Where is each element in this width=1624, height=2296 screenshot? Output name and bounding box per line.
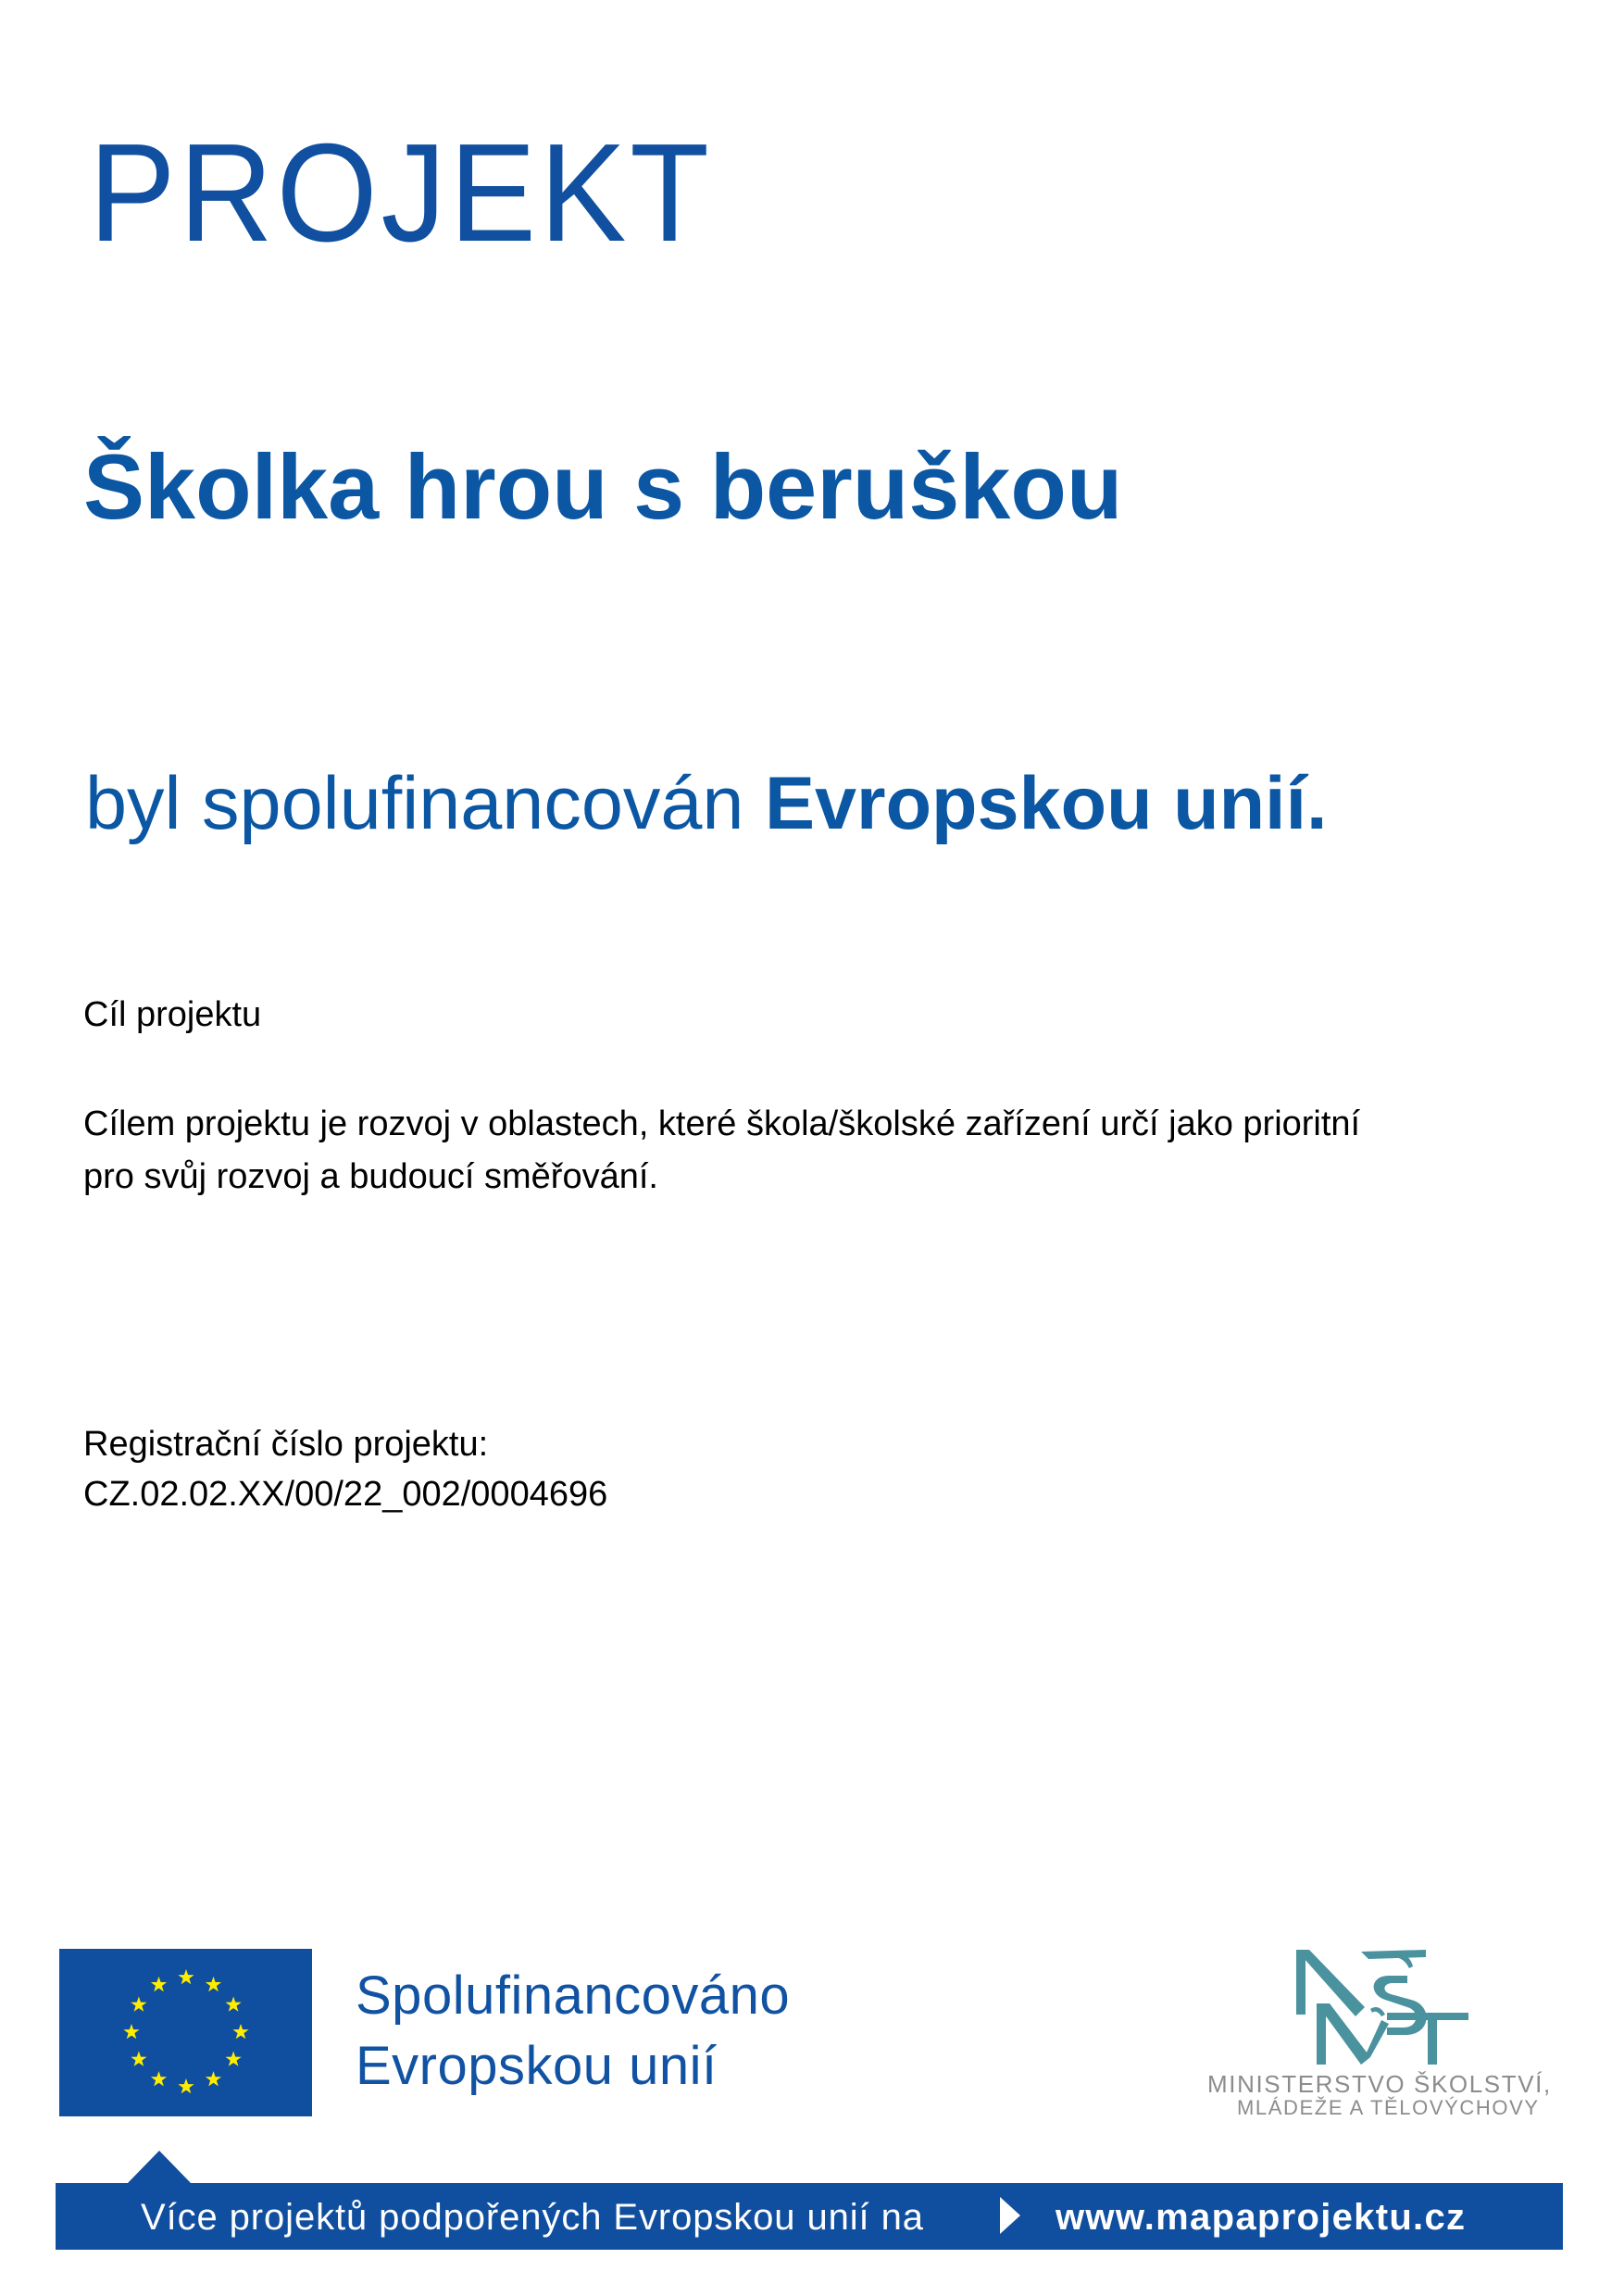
projekt-heading: PROJEKT (89, 114, 713, 270)
triangle-right-icon (1000, 2197, 1020, 2234)
eu-flag-icon (59, 1949, 312, 2116)
registration-label: Registrační číslo projektu: (83, 1425, 489, 1464)
banner-text: Více projektů podpořených Evropskou unií na (141, 2197, 924, 2238)
cofinanced-statement (85, 757, 1328, 850)
eu-cofinanced-logo-text (356, 1961, 790, 2102)
msmt-name-line-2: MLÁDEŽE A TĚLOVÝCHOVY (1237, 2096, 1540, 2119)
banner-pointer-icon (127, 2151, 192, 2184)
eu-logo-line-1: Spolufinancováno (356, 1965, 791, 2026)
mapaprojektu-banner[interactable] (56, 2183, 1563, 2250)
eu-logo-line-2: Evropskou unií (356, 2036, 718, 2096)
goal-text-line-2: pro svůj rozvoj a budoucí směřování. (83, 1157, 658, 1196)
msmt-monogram-icon (1296, 1948, 1472, 2065)
project-title: Školka hrou s beruškou (83, 435, 1123, 538)
goal-text-line-1: Cílem projektu je rozvoj v oblastech, které škola/školské zařízení určí jako prioritní (83, 1104, 1361, 1143)
registration-number: CZ.02.02.XX/00/22_002/0004696 (83, 1475, 608, 1514)
msmt-logo (1204, 1944, 1574, 2129)
msmt-name-line-1: MINISTERSTVO ŠKOLSTVÍ, (1207, 2070, 1552, 2098)
cofinanced-prefix: byl spolufinancován (85, 762, 765, 845)
goal-text (83, 1098, 1360, 1204)
mapaprojektu-link[interactable]: www.mapaprojektu.cz (1056, 2197, 1467, 2238)
goal-label: Cíl projektu (83, 995, 262, 1034)
cofinanced-eu: Evropskou unií. (764, 762, 1328, 845)
